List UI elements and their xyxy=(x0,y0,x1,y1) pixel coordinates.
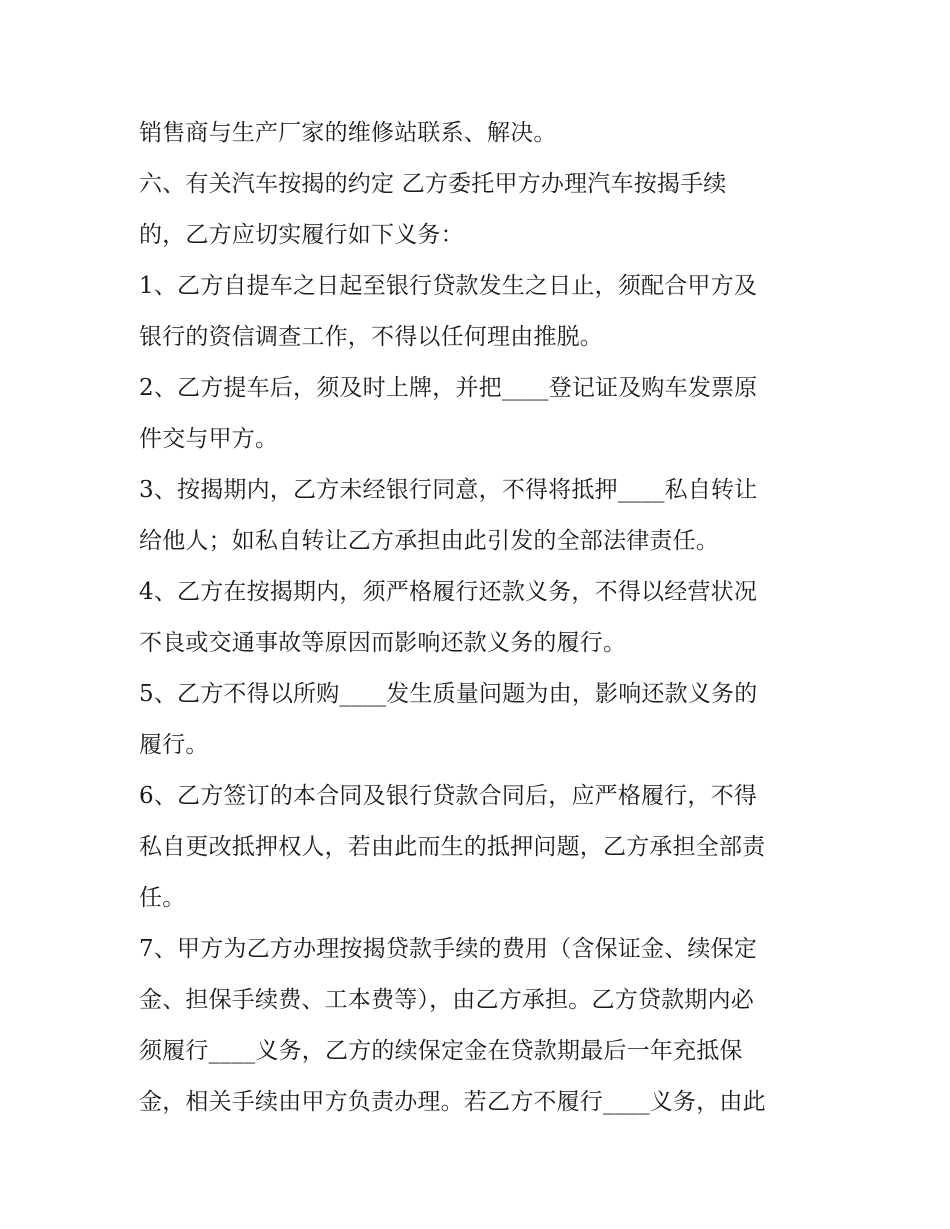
clause-5-line: 5、乙方不得以所购____发生质量问题为由，影响还款义务的 xyxy=(139,681,758,707)
text-line: 给他人；如私自转让乙方承担由此引发的全部法律责任。 xyxy=(139,528,719,554)
text-line: 任。 xyxy=(139,885,186,911)
clause-4-line: 4、乙方在按揭期内，须严格履行还款义务，不得以经营状况 xyxy=(139,579,758,605)
clause-7-line: 7、甲方为乙方办理按揭贷款手续的费用（含保证金、续保定 xyxy=(139,936,758,962)
contract-body-text xyxy=(139,108,819,1128)
text-line: 私自更改抵押权人，若由此而生的抵押问题，乙方承担全部责 xyxy=(139,834,766,860)
text-line: 金、担保手续费、工本费等），由乙方承担。乙方贷款期内必 xyxy=(139,987,754,1013)
text-line: 件交与甲方。 xyxy=(139,426,279,452)
text-line: 的，乙方应切实履行如下义务： xyxy=(139,222,464,248)
text-line: 履行。 xyxy=(139,732,209,758)
text-line: 银行的资信调查工作，不得以任何理由推脱。 xyxy=(139,324,603,350)
text-line: 金，相关手续由甲方负责办理。若乙方不履行____义务，由此 xyxy=(139,1089,766,1115)
clause-1-line: 1、乙方自提车之日起至银行贷款发生之日止，须配合甲方及 xyxy=(139,273,758,299)
text-line: 须履行____义务，乙方的续保定金在贷款期最后一年充抵保 xyxy=(139,1038,743,1064)
text-line: 不良或交通事故等原因而影响还款义务的履行。 xyxy=(139,630,627,656)
section-heading-line: 六、有关汽车按揭的约定 乙方委托甲方办理汽车按揭手续 xyxy=(139,171,727,197)
text-line: 销售商与生产厂家的维修站联系、解决。 xyxy=(139,120,557,146)
clause-3-line: 3、按揭期内，乙方未经银行同意，不得将抵押____私自转让 xyxy=(139,477,758,503)
clause-6-line: 6、乙方签订的本合同及银行贷款合同后，应严格履行，不得 xyxy=(139,783,758,809)
clause-2-line: 2、乙方提车后，须及时上牌，并把____登记证及购车发票原 xyxy=(139,375,758,401)
